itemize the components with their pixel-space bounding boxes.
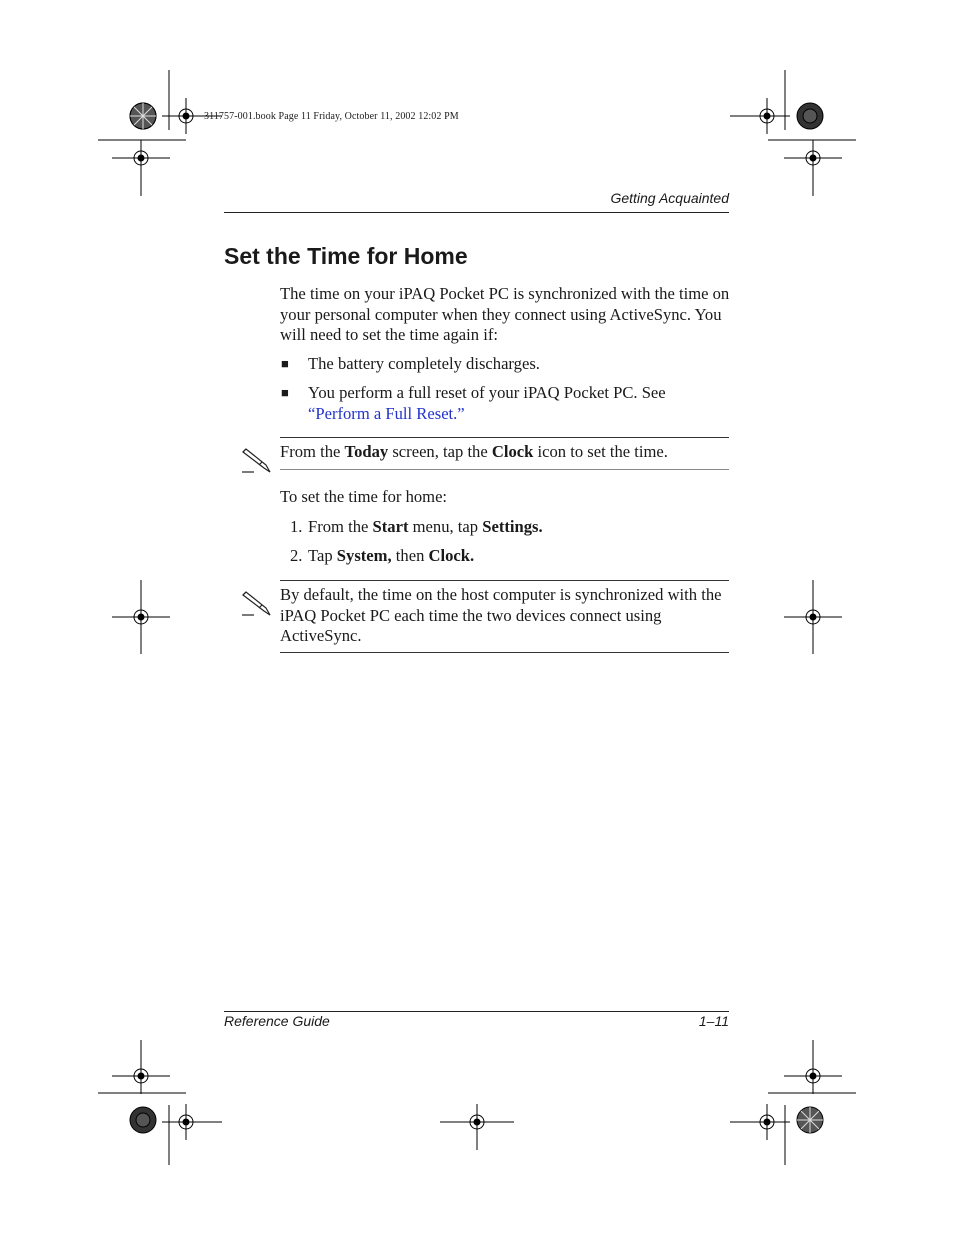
- step1-text-1: From the: [308, 517, 373, 536]
- note-bottom-rule: [280, 469, 729, 470]
- registration-mark-icon: [784, 580, 842, 654]
- note1-text-1: From the: [280, 442, 345, 461]
- color-target-icon: [130, 103, 156, 129]
- bullet-marker: ■: [281, 356, 289, 371]
- bullet-item-battery: The battery completely discharges.: [308, 354, 540, 373]
- note-today-clock: [280, 442, 730, 463]
- registration-mark-icon: [784, 140, 842, 196]
- note1-text-3: icon to set the time.: [533, 442, 668, 461]
- registration-mark-icon: [112, 140, 170, 196]
- header-rule: [224, 212, 729, 213]
- registration-mark-icon: [784, 1040, 842, 1094]
- note-default-sync: By default, the time on the host computer is synchronized with the iPAQ Pocket PC each time the two devices connect using ActiveSync.: [280, 585, 722, 645]
- pencil-note-icon: [240, 448, 274, 474]
- bullet-item-reset: [308, 383, 728, 424]
- step1-text-2: menu, tap: [408, 517, 483, 536]
- section-heading: Set the Time for Home: [224, 243, 468, 269]
- step2-text-2: then: [391, 546, 429, 565]
- color-target-icon: [797, 103, 823, 129]
- footer-rule: [224, 1011, 729, 1012]
- note1-today-bold: Today: [344, 442, 389, 461]
- color-target-icon: [130, 1107, 156, 1133]
- note1-clock-bold: Clock: [491, 442, 534, 461]
- step-2: [308, 546, 474, 566]
- registration-mark-icon: [730, 98, 790, 134]
- color-target-icon: [797, 1107, 823, 1133]
- pencil-note-icon: [240, 591, 274, 617]
- perform-full-reset-link[interactable]: “Perform a Full Reset.”: [308, 403, 465, 423]
- print-slug: 311757-001.book Page 11 Friday, October 11, 2002 12:02 PM: [204, 111, 459, 122]
- step2-clock-bold: Clock.: [428, 546, 475, 565]
- intro-paragraph: The time on your iPAQ Pocket PC is synchronized with the time on your personal computer when they connect using ActiveSync. You will need to set the time again if:: [280, 284, 730, 344]
- note-top-rule: [280, 580, 729, 581]
- bullet-reset-text: You perform a full reset of your iPAQ Pocket PC. See: [308, 383, 666, 402]
- page-number: 1–11: [698, 1013, 729, 1029]
- step1-start-bold: Start: [372, 517, 409, 536]
- bullet-marker: ■: [281, 385, 289, 400]
- step-number: 2.: [290, 546, 303, 565]
- footer-title: Reference Guide: [224, 1013, 330, 1029]
- step-number: 1.: [290, 517, 303, 536]
- registration-mark-icon: [162, 1104, 222, 1140]
- note1-text-2: screen, tap the: [388, 442, 492, 461]
- step-1: [308, 517, 543, 537]
- note-top-rule: [280, 437, 729, 438]
- note-bottom-rule: [280, 652, 729, 653]
- steps-intro: To set the time for home:: [280, 487, 448, 506]
- step2-system-bold: System,: [336, 546, 392, 565]
- registration-mark-icon: [730, 1104, 790, 1140]
- step2-text-1: Tap: [308, 546, 337, 565]
- registration-mark-icon: [440, 1104, 514, 1150]
- registration-mark-icon: [112, 1040, 170, 1094]
- step1-settings-bold: Settings.: [482, 517, 543, 536]
- registration-mark-icon: [112, 580, 170, 654]
- running-header: Getting Acquainted: [610, 190, 729, 206]
